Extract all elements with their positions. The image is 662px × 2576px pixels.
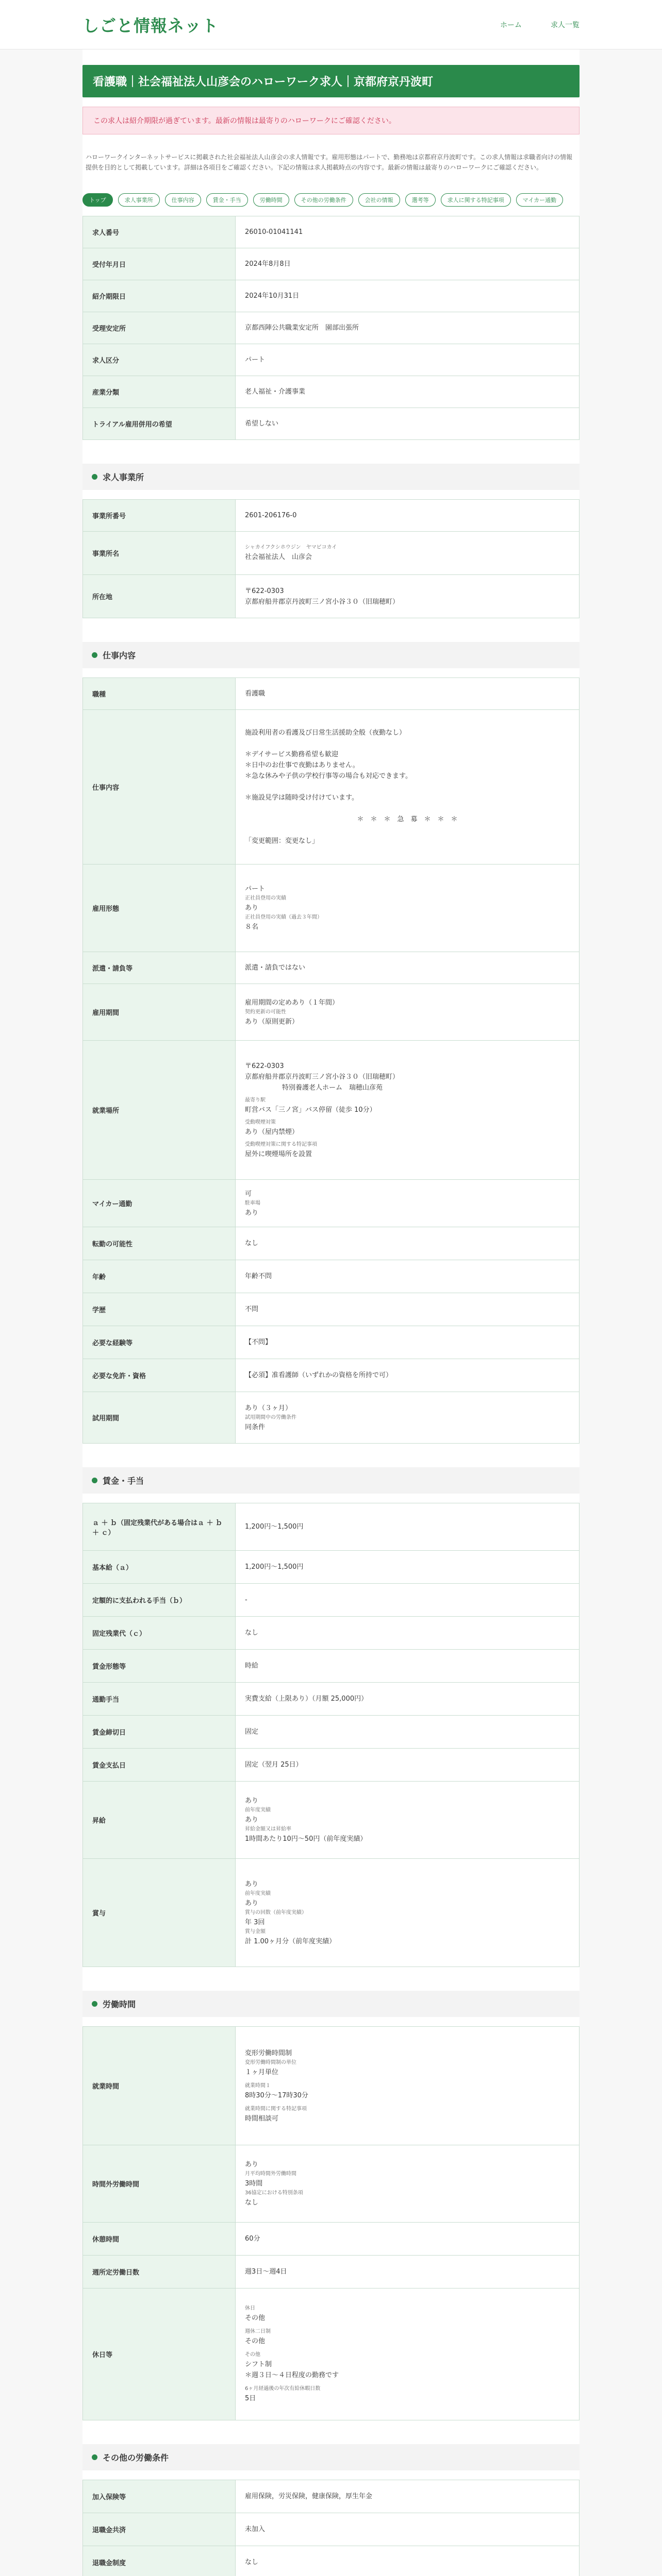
table-row: 時間外労働時間 あり 月平均時間外労働時間 3時間 36協定における特別条項 なし [83,2145,580,2223]
table-row: 試用期間 あり（３ヶ月） 試用期間中の労働条件 同条件 [83,1392,580,1444]
table-row: 所在地 〒622-0303 京都府船井郡京丹波町三ノ宮小谷３０（旧瑞穂町） [83,575,580,618]
tab-job-content[interactable]: 仕事内容 [165,193,201,207]
table-row: マイカー通勤 可 駐車場 あり [83,1180,580,1227]
site-logo[interactable]: しごと情報ネット [82,15,219,36]
bullet-icon [92,474,97,480]
section-heading-wages: 賃金・手当 [82,1467,580,1494]
table-row: 派遣・請負等 派遣・請負ではない [83,952,580,984]
table-row: 受理安定所 京都西陣公共職業安定所 園部出張所 [83,312,580,344]
main-content [82,49,580,2576]
hours-table [82,2026,580,2420]
table-row: 紹介期限日 2024年10月31日 [83,280,580,312]
table-row: 休憩時間 60分 [83,2223,580,2256]
table-row: 就業時間 変形労働時間制 変形労働時間制の単位 １ヶ月単位 就業時間１ 8時30分〜17時30分 就業時間に関する特記事項 時間相談可 [83,2027,580,2145]
summary-table [82,216,580,440]
job-content-table [82,677,580,1444]
table-row: 学歴 不問 [83,1293,580,1326]
table-row: 雇用期間 雇用期間の定めあり（１年間） 契約更新の可能性 あり（原則更新） [83,984,580,1041]
page-title: 看護職｜社会福祉法人山彦会のハローワーク求人｜京都府京丹波町 [82,65,580,97]
table-row: 事業所番号 2601-206176-0 [83,500,580,532]
header-nav [500,20,580,30]
table-row: 職種 看護職 [83,678,580,710]
table-row: 転勤の可能性 なし [83,1227,580,1260]
tab-hours[interactable]: 労働時間 [253,193,289,207]
tab-wages[interactable]: 賃金・手当 [206,193,248,207]
section-tabs [82,193,580,207]
table-row: 仕事内容 施設利用者の看護及び日常生活援助全般（夜勤なし） ＊デイサービス勤務希望も歓迎 ＊日中のお仕事で夜勤はありません。 ＊急な休みや子供の学校行事等の場合も対応できます。 ＊施設見学は随時受け付けています。 ＊ ＊ ＊ 急 募 ＊ ＊ ＊ 「変更範囲：変更なし」 [83,710,580,865]
tab-mycar[interactable]: マイカー通勤 [516,193,563,207]
table-row: 必要な経験等 【不問】 [83,1326,580,1359]
other-conditions-table [82,2480,580,2576]
table-row: 加入保険等 雇用保険，労災保険，健康保険，厚生年金 [83,2480,580,2513]
table-row: 受付年月日 2024年8月8日 [83,248,580,280]
tab-special-notes[interactable]: 求人に関する特記事項 [441,193,511,207]
table-row: 年齢 年齢不問 [83,1260,580,1293]
tab-other-conditions[interactable]: その他の労働条件 [294,193,353,207]
nav-job-list-link[interactable]: 求人一覧 [551,21,580,29]
intro-text: ハローワークインターネットサービスに掲載された社会福祉法人山彦会の求人情報です。雇用形態はパートで、勤務地は京都府京丹波町です。この求人情報は求職者向けの情報提供を目的として掲載しています。詳細は各項目をご確認ください。下記の情報は求人掲載時点の内容です。最新の情報は最寄りのハローワークにご確認ください。 [86,154,573,171]
expired-alert: この求人は紹介期限が過ぎています。最新の情報は最寄りのハローワークにご確認ください。 [82,107,580,134]
table-row: 昇給 あり 前年度実績 あり 昇給金額又は昇給率 1時間あたり10円〜50円（前年度実績） [83,1782,580,1859]
section-heading-job-content: 仕事内容 [82,642,580,668]
tab-employer[interactable]: 求人事業所 [118,193,160,207]
section-heading-employer: 求人事業所 [82,464,580,490]
table-row: 賃金支払日 固定（翌月 25日） [83,1749,580,1782]
table-row: 事業所名 シャカイフクシホウジン ヤマビコカイ 社会福祉法人 山彦会 [83,532,580,575]
table-row: 必要な免許・資格 【必須】准看護師（いずれかの資格を所持で可） [83,1359,580,1392]
bullet-icon [92,2454,97,2460]
tab-top[interactable]: トップ [82,193,113,207]
tab-company[interactable]: 会社の情報 [358,193,400,207]
table-row: 通勤手当 実費支給（上限あり）（月額 25,000円） [83,1683,580,1716]
table-row: 産業分類 老人福祉・介護事業 [83,376,580,408]
table-row: 賃金締切日 固定 [83,1716,580,1749]
table-row: 退職金共済 未加入 [83,2513,580,2546]
table-row: 雇用形態 パート 正社員登用の実績 あり 正社員登用の実績（過去３年間） ８名 [83,865,580,952]
table-row: ａ ＋ ｂ（固定残業代がある場合はａ ＋ ｂ ＋ ｃ） 1,200円〜1,500円 [83,1503,580,1551]
table-row: 休日等 休日 その他 週休二日制 その他 その他 シフト制 ＊週３日〜４日程度の勤務です 6ヶ月経過後の年次有給休暇日数 5日 [83,2289,580,2420]
tab-selection[interactable]: 選考等 [405,193,436,207]
nav-home-link[interactable]: ホーム [500,21,522,29]
bullet-icon [92,652,97,658]
table-row: 退職金制度 なし [83,2546,580,2576]
table-row: 基本給（ａ） 1,200円〜1,500円 [83,1551,580,1584]
table-row: 求人区分 パート [83,344,580,376]
table-row: 定額的に支払われる手当（ｂ） - [83,1584,580,1617]
wages-table [82,1503,580,1967]
section-heading-hours: 労働時間 [82,1991,580,2017]
table-row: 就業場所 〒622-0303 京都府船井郡京丹波町三ノ宮小谷３０（旧瑞穂町） 特別養護老人ホーム 瑞穂山彦苑 最寄り駅 町営バス「三ノ宮」バス停留（徒歩 10分） 受動喫煙対策 あり（屋内禁煙） 受動喫煙対策に関する特記事項 屋外に喫煙場所を設置 [83,1041,580,1180]
table-row: 賃金形態等 時給 [83,1650,580,1683]
section-heading-other-conditions: その他の労働条件 [82,2444,580,2470]
table-row: 固定残業代（ｃ） なし [83,1617,580,1650]
table-row: トライアル雇用併用の希望 希望しない [83,408,580,440]
site-header [0,0,662,49]
bullet-icon [92,1478,97,1483]
employer-table [82,499,580,618]
bullet-icon [92,2001,97,2007]
table-row: 週所定労働日数 週3日〜週4日 [83,2256,580,2289]
table-row: 賞与 あり 前年度実績 あり 賞与の回数（前年度実績） 年 3回 賞与金額 計 1.00ヶ月分（前年度実績） [83,1859,580,1967]
table-row: 求人番号 26010-01041141 [83,216,580,248]
